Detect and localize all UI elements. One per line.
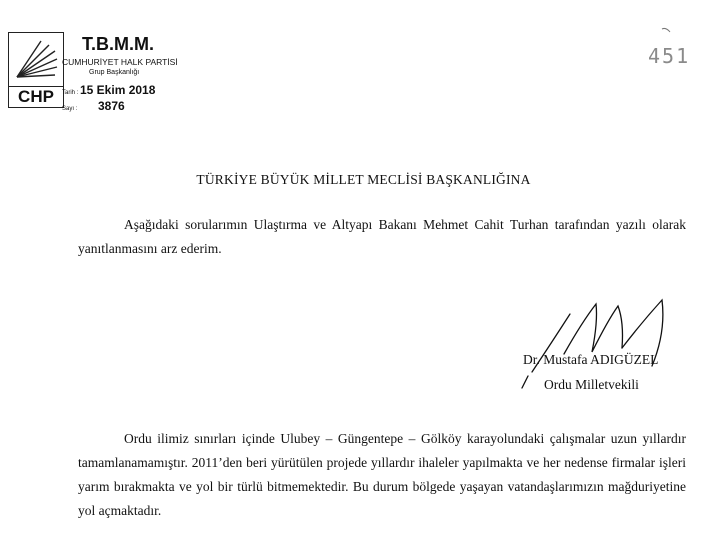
six-arrows-icon [11,37,61,85]
letterhead [4,30,304,120]
signatory-name: Dr. Mustafa ADIGÜZEL [523,352,659,367]
number-label: Sayı : [62,106,78,112]
chp-logo-text: CHP [9,86,63,107]
body-paragraph [78,427,686,523]
incoming-stamp-number: 451 [648,44,691,68]
org-name: T.B.M.M. [82,34,154,54]
stamp-tick-icon [661,26,671,36]
body-text: Ordu ilimiz sınırları içinde Ulubey – Güngentepe – Gölköy karayolundaki çalışmalar uzun yıllardır tamamlanamamıştır. 2011’den beri yürütülen projede yıllardır ihaleler yapılmakta ve her nedense firmalar işleri yarım bırakmakta ve yol bir türlü bitmemektedir. Bu durum bölgede yaşayan vatandaşlarımızın mağduriyetine yol açmaktadır. [78,431,686,518]
intro-paragraph [78,213,686,261]
number-row [62,97,125,115]
group-name: Grup Başkanlığı [89,69,140,76]
chp-logo [8,32,64,108]
intro-text: Aşağıdaki sorularımın Ulaştırma ve Altyapı Bakanı Mehmet Cahit Turhan tarafından yazılı olarak yanıtlanmasını arz ederim. [78,217,686,256]
party-name: CUMHURİYET HALK PARTİSİ [62,57,178,67]
number-value: 3876 [98,99,125,113]
document-title: TÜRKİYE BÜYÜK MİLLET MECLİSİ BAŞKANLIĞINA [196,172,531,187]
date-label: Tarih : [62,90,79,96]
signatory-title: Ordu Milletvekili [544,377,639,392]
date-value: 15 Ekim 2018 [80,83,156,97]
